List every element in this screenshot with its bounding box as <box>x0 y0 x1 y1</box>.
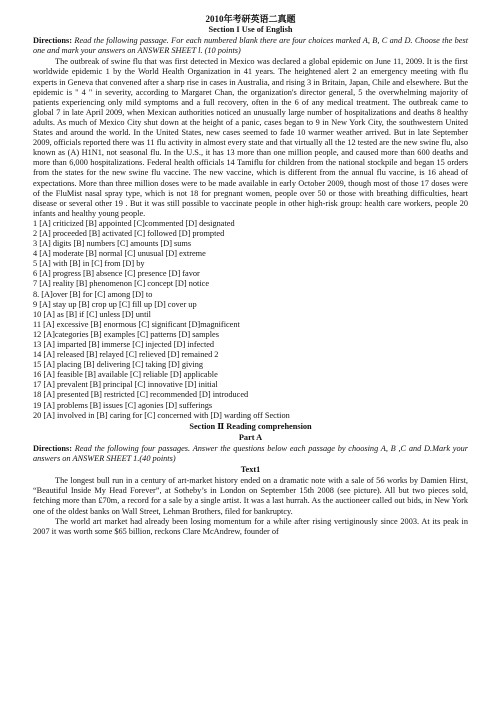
option-line: 6 [A] progress [B] absence [C] presence [D] favor <box>33 269 200 279</box>
option-line: 7 [A] reality [B] phenomenon [C] concept [D] notice <box>33 279 210 289</box>
option-line: 11 [A] excessive [B] enormous [C] significant [D]magnificent <box>33 319 240 329</box>
text-1-paragraph: The world art market had already been losing momentum for a while after rising vertiginously since 2003. At its peak in 2007 it was worth some $65 billion, reckons Clare McAndrew, founder of <box>33 516 468 536</box>
directions-text: Read the following four passages. Answer the questions below each passage by choosing A, B ,C and D.Mark your answers on ANSWER SHEET 1.(40 points) <box>33 443 468 464</box>
option-line: 3 [A] digits [B] numbers [C] amounts [D] sums <box>33 239 192 249</box>
section-1-heading: Section I Use of English <box>208 25 293 35</box>
option-line: 20 [A] involved in [B] caring for [C] concerned with [D] warding off Section <box>33 410 290 420</box>
cloze-passage: The outbreak of swine flu that was first detected in Mexico was declared a global epidemic on June 11, 2009. It is the first worldwide epidemic 1 by the World Health Organization in 41 years. The heightened alert 2 an emergency meeting with flu experts in Geneva that convened after a sharp rise in cases in Australia, and rising 3 in Britain, Japan, Chile and elsewhere. But the epidemic is " 4 " in severity, according to Margaret Chan, the organization's director general, 5 the overwhelming majority of patients experiencing only mild symptoms and a full recovery, often in the 6 of any medical treatment. The outbreak came to global 7 in late April 2009, when Mexican authorities noticed an unusually large number of hospitalizations and deaths 8 healthy adults. As much of Mexico City shut down at the height of a panic, cases began to 9 in New York City, the southwestern United States and around the world. In the United States, new cases seemed to fade 10 warmer weather arrived. But in late September 2009, officials reported there was 11 flu activity in almost every state and that virtually all the 12 tested are the new swine flu, also known as (A) H1N1, not seasonal flu. In the U.S., it has 13 more than one million people, and caused more than 600 deaths and more than 6,000 hospitalizations. Federal health officials 14 Tamiflu for children from the national stockpile and began 15 orders from the states for the new swine flu vaccine. The new vaccine, which is different from the annual flu vaccine, is 16 ahead of expectations. More than three million doses were to be made available in early October 2009, though most of those 17 doses were of the FluMist nasal spray type, which is not 18 for pregnant women, people over 50 or those with breathing difficulties, heart disease or several other 19 . But it was still possible to vaccinate people in other high-risk group: health care workers, people 20 infants and healthy young people. <box>33 57 468 218</box>
option-line: 14 [A] released [B] relayed [C] relieved [D] remained 2 <box>33 350 219 360</box>
option-line: 9 [A] stay up [B] crop up [C] fill up [D] cover up <box>33 299 197 309</box>
option-line: 13 [A] imparted [B] immerse [C] injected [D] infected <box>33 340 215 349</box>
part-a-heading: Part A <box>238 432 263 442</box>
option-line: 8. [A]over [B] for [C] among [D] to <box>33 289 153 299</box>
section-1-directions <box>33 36 468 56</box>
option-line: 17 [A] prevalent [B] principal [C] innovative [D] initial <box>33 380 218 390</box>
option-line: 4 [A] moderate [B] normal [C] unusual [D] extreme <box>33 249 206 259</box>
option-list <box>33 219 468 421</box>
document-title: 2010年考研英语二真题 <box>205 14 296 24</box>
section-2-directions <box>33 444 468 464</box>
option-line: 15 [A] placing [B] delivering [C] taking [D] giving <box>33 360 204 370</box>
option-line: 2 [A] proceeded [B] activated [C] followed [D] prompted <box>33 228 225 238</box>
text-1-paragraph: The longest bull run in a century of art-market history ended on a dramatic note with a sale of 56 works by Damien Hirst, “Beautiful Inside My Head Forever”, at Sotheby’s in London on September 15th 2008 (see picture). All but two pieces sold, fetching more than ₤70m, a record for a sale by a single artist. It was a last hurrah. As the auctioneer called out bids, in New York one of the oldest banks on Wall Street, Lehman Brothers, filed for bankruptcy. <box>33 476 468 516</box>
option-line: 5 [A] with [B] in [C] from [D] by <box>33 259 145 269</box>
option-line: 19 [A] problems [B] issues [C] agonies [D] sufferings <box>33 400 213 410</box>
option-line: 10 [A] as [B] if [C] unless [D] until <box>33 309 151 319</box>
section-2-heading: Section Ⅱ Reading comprehension <box>189 421 312 431</box>
option-line: 16 [A] feasible [B] available [C] reliable [D] applicable <box>33 370 218 380</box>
option-line: 1 [A] criticized [B] appointed [C]commented [D] designated <box>33 218 235 228</box>
directions-label: Directions: <box>33 36 73 46</box>
directions-text: Read the following passage. For each numbered blank there are four choices marked A, B, C and D. Choose the best one and mark your answers on ANSWER SHEET l. (10 points) <box>33 36 468 56</box>
directions-label: Directions: <box>33 443 73 453</box>
text-1-label: Text1 <box>240 465 261 475</box>
option-line: 18 [A] presented [B] restricted [C] recommended [D] introduced <box>33 390 249 400</box>
option-line: 12 [A]categories [B] examples [C] patterns [D] samples <box>33 329 219 339</box>
